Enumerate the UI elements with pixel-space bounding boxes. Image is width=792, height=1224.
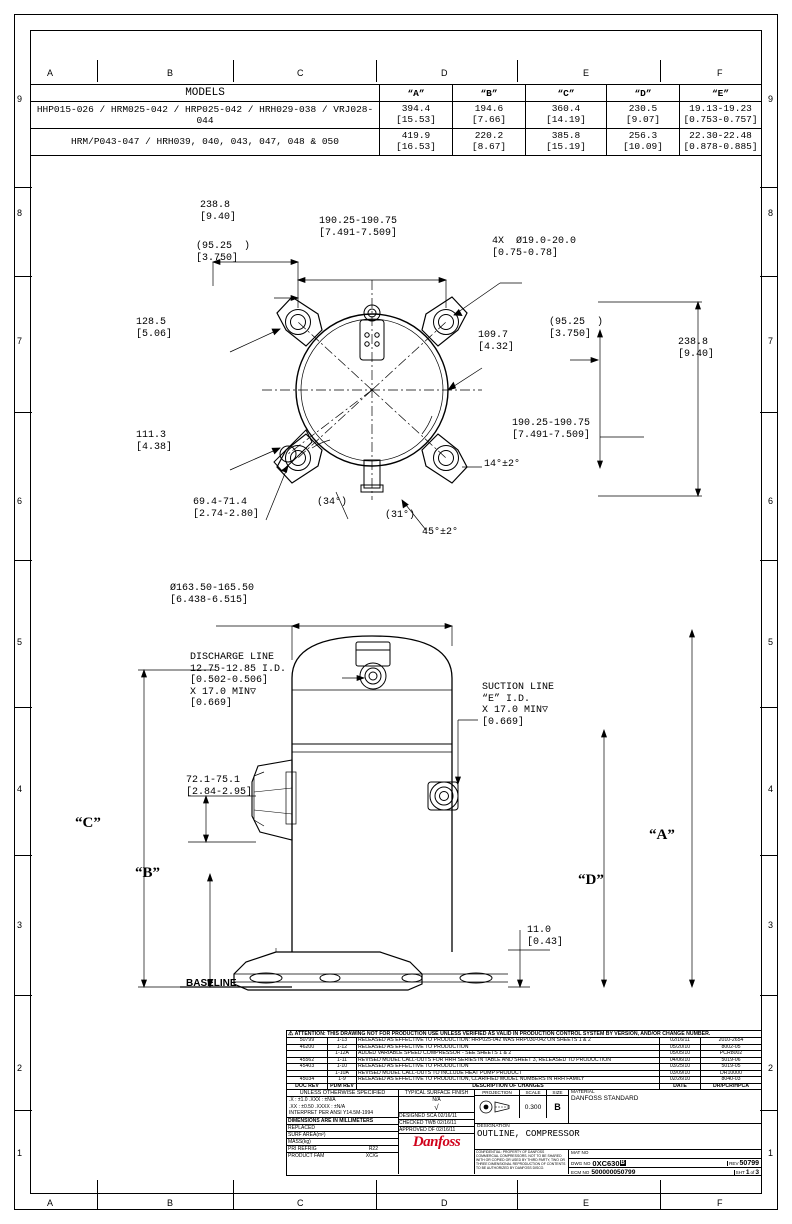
rev-pdm: 1-11 [328, 1057, 357, 1063]
rev-desc: RELEASED AS EFFECTIVE TO PRODUCTION [357, 1064, 660, 1070]
header-models: MODELS [31, 85, 380, 102]
frame-tick [760, 1110, 778, 1111]
pri-refrig-value: R22 [368, 1145, 378, 1152]
ecm-label: ECM NO [571, 1169, 590, 1175]
dwgno-label: DWG NO [571, 1160, 591, 1166]
dim-text: (31°) [385, 510, 416, 521]
zone-row-1-left: 1 [17, 1148, 23, 1158]
dim-text: 190.25-190.75 [512, 418, 591, 429]
dim-text: [0.75-0.78] [492, 247, 559, 259]
label-c: “C” [75, 815, 101, 831]
dim-text: [4.32] [478, 341, 515, 353]
dim-text: 4X Ø19.0-20.0 [492, 236, 577, 247]
rev-col-pcr: DR/PCR/HPCA [701, 1083, 762, 1089]
dim-text: [0.43] [527, 936, 564, 948]
dim-95-25-left [196, 241, 250, 264]
approved-date: 02/16/11 [436, 1127, 456, 1134]
terminal-box-top [360, 305, 384, 360]
cell-a-1-mm: 394.4 [401, 103, 431, 115]
title-block-table [286, 1030, 762, 1090]
surface-finish-label: TYPICAL SURFACE FINISH [399, 1090, 474, 1097]
checked-row [399, 1120, 474, 1127]
rev-col-date: DATE [660, 1083, 701, 1089]
top-view-compressor [213, 260, 702, 531]
product-fam-label: PRODUCT FAM [288, 1152, 325, 1159]
dim-text: 111.3 [136, 430, 167, 441]
zone-row-7-left: 7 [17, 336, 23, 346]
zone-letter-a-bottom: A [47, 1198, 54, 1208]
cell-b-1-mm: 194.6 [474, 103, 504, 115]
zone-row-2-right: 2 [768, 1063, 774, 1073]
finish-symbol-icon: √ [399, 1103, 474, 1113]
zone-letter-a-top: A [47, 68, 54, 78]
dim-95-25-right [549, 317, 603, 340]
cell-c-2-in: [15.19] [546, 140, 586, 152]
frame-tick [760, 276, 778, 277]
dim-text: (34°) [317, 497, 348, 508]
dim-text: [3.750] [196, 252, 239, 264]
dwgno-suffix: B [620, 1160, 625, 1167]
dim-text: [6.438-6.515] [170, 594, 249, 606]
checked-date: 02/16/11 [437, 1120, 457, 1127]
size-value: B [554, 1102, 561, 1113]
base-plate [234, 948, 508, 990]
dim-190-25-top [319, 216, 397, 239]
rev-date: 03/09/10 [660, 1070, 701, 1076]
dim-text: [0.669] [190, 698, 233, 709]
zone-letter-e-top: E [583, 68, 590, 78]
scale-value: 0.300 [520, 1096, 547, 1118]
zone-row-5-right: 5 [768, 637, 774, 647]
dim-text: 190.25-190.75 [319, 216, 398, 227]
rev-date: 05/20/10 [660, 1044, 701, 1050]
surf-area-row: SURF AREA(m²) [287, 1132, 398, 1139]
rev-desc: RELEASED AS EFFECTIVE TO PRODUCTION: HRP025-042 WAS HRP030-042 ON SHEETS 1 & 2 [357, 1038, 660, 1044]
cell-c-2-mm: 385.8 [551, 130, 581, 141]
rev-pcr: 8040-03 [701, 1077, 762, 1083]
dim-text: [7.491-7.509] [512, 429, 591, 441]
confidential-note: CONFIDENTIAL: PROPERTY OF DANFOSS COMMERCIAL COMPRESSORS. NOT TO BE SHARED WITH OR COPIED OR USED BY THIRD PARTY, TWO OR THREE DIMENSIONAL REPRODUCTION OF CONTENTS TO BE AUTHORIZED BY DANFOSS DISCO. [475, 1150, 569, 1174]
designed-row [399, 1113, 474, 1120]
sheet-label: SHT [735, 1169, 745, 1175]
dim-text: [7.491-7.509] [319, 227, 398, 239]
rev-pdm: 1-10 [328, 1064, 357, 1070]
dim-text: 45°±2° [422, 527, 459, 538]
zone-letter-f-bottom: F [717, 1198, 723, 1208]
rev-date: 02/26/10 [660, 1077, 701, 1083]
zone-letter-f-top: F [717, 68, 723, 78]
rev-desc: RELEASED AS EFFECTIVE TO PRODUCTION [357, 1044, 660, 1050]
dim-text: 14°±2° [484, 459, 521, 470]
cell-d-1-mm: 230.5 [628, 103, 658, 115]
zone-row-7-right: 7 [768, 336, 774, 346]
label-a: “A” [649, 827, 675, 843]
frame-tick [760, 995, 778, 996]
cell-a-1-in: [15.53] [396, 114, 436, 125]
tolerance-line: INTERPRET PER ANSI Y14.5M-1994 [289, 1110, 374, 1117]
tolerance-line: .XX : ±0.50 .XXXX : ±N/A [289, 1103, 346, 1110]
rev-pcr: DR10000 [701, 1070, 762, 1076]
designation-value: OUTLINE, COMPRESSOR [477, 1129, 580, 1140]
title-block [286, 1030, 762, 1194]
rev-desc: REVISED MODEL CALL-OUTS FOR HRH SERIES IN TABLE AND SHEET 3, RELEASED TO PRODUCTION [357, 1057, 660, 1063]
ecm-value: 500000050799 [591, 1168, 636, 1176]
designed-label: DESIGNED [399, 1113, 426, 1120]
top-view-dimension-lines [213, 260, 702, 531]
zone-row-3-left: 3 [17, 920, 23, 930]
cell-d-2-in: [10.09] [623, 140, 663, 152]
checked-who: TWB [424, 1120, 436, 1127]
size-label: SIZE [552, 1090, 563, 1096]
dim-text: 128.5 [136, 317, 167, 328]
cell-e-2-in: [0.878-0.885] [683, 140, 758, 152]
rev-pdm: 1-12A [328, 1051, 357, 1057]
dim-text: (95.25 ) [549, 317, 604, 328]
dim-text: X 17.0 MIN▽ [190, 686, 257, 698]
material-label: MATERIAL [571, 1090, 595, 1096]
zone-row-1-right: 1 [768, 1148, 774, 1158]
frame-tick [760, 412, 778, 413]
frame-tick [760, 187, 778, 188]
cell-e-1-in: [0.753-0.757] [683, 114, 758, 125]
technical-drawing [30, 30, 762, 1194]
dim-45-deg [422, 527, 458, 539]
cell-d-1-in: [9.07] [625, 114, 661, 125]
rev-pcr: 5019-06 [701, 1057, 762, 1063]
cell-models-1: HHP015-026 / HRM025-042 / HRP025-042 / HRH029-038 / VRJ028-044 [31, 102, 380, 129]
zone-row-6-right: 6 [768, 496, 774, 506]
dim-text: 238.8 [200, 200, 231, 211]
dim-128-5 [136, 317, 172, 340]
rev-value: 50799 [739, 1159, 759, 1167]
checked-label: CHECKED [399, 1120, 424, 1127]
dim-text: [4.38] [136, 441, 173, 453]
label-b: “B” [135, 865, 161, 881]
pri-refrig-label: PRI REFRIG [288, 1145, 317, 1152]
rev-doc: 50799 [287, 1038, 328, 1044]
rev-date: 04/06/10 [660, 1057, 701, 1063]
zone-row-3-right: 3 [768, 920, 774, 930]
zone-row-8-right: 8 [768, 208, 774, 218]
cell-d-2-mm: 256.3 [628, 130, 658, 141]
rev-doc: 45034 [287, 1077, 328, 1083]
rev-col-pdm: PDM REV [328, 1083, 357, 1089]
suction-line-note [482, 682, 554, 728]
matno-label: MAT NO [571, 1150, 589, 1156]
first-angle-symbol [477, 1100, 517, 1114]
proj-values [475, 1096, 568, 1118]
dim-text: 11.0 [527, 925, 552, 936]
frame-tick [760, 707, 778, 708]
approved-label: APPROVED [399, 1127, 427, 1134]
cell-b-2-mm: 220.2 [474, 130, 504, 141]
zone-letter-c-bottom: C [297, 1198, 304, 1208]
dim-34-deg [317, 497, 347, 509]
units-note: DIMENSIONS ARE IN MILLIMETERS [287, 1118, 398, 1125]
dim-31-deg [385, 510, 415, 522]
zone-row-9-left: 9 [17, 94, 23, 104]
rev-col-doc: DOC REV [287, 1083, 328, 1089]
dim-text: [2.74-2.80] [193, 508, 260, 520]
baseline-label: BASELINE [186, 978, 237, 989]
attention-text: ATTENTION: THIS DRAWING NOT FOR PRODUCTION USE UNLESS VERIFIED AS VALID IN PRODUCTION CONTROL SYSTEM BY VERSION, AND/OR CHANGE NUMBER. [294, 1031, 711, 1037]
product-fam-value: XC/G [365, 1152, 378, 1159]
material-value: DANFOSS STANDARD [571, 1095, 639, 1103]
dim-text: “E” I.D. [482, 693, 531, 705]
dim-text: 69.4-71.4 [193, 497, 248, 508]
zone-letter-d-top: D [441, 68, 448, 78]
spec-header: UNLESS OTHERWISE SPECIFIED [287, 1090, 398, 1097]
header-e: “E” [680, 85, 762, 102]
zone-row-4-right: 4 [768, 784, 774, 794]
zone-letter-c-top: C [297, 68, 304, 78]
projection-symbol-icon [475, 1096, 520, 1118]
dim-69-4 [193, 497, 259, 520]
rev-doc: 46200 [287, 1044, 328, 1050]
dim-text: [0.502-0.506] [190, 675, 269, 686]
dim-diameter-163 [170, 583, 254, 606]
rev-date: 03/25/10 [660, 1064, 701, 1070]
scale-label: SCALE [520, 1090, 547, 1095]
designation-section [475, 1124, 761, 1150]
designed-who: SCA [426, 1113, 437, 1120]
sheet-value: 1 [745, 1168, 750, 1176]
suction-fitting [428, 782, 458, 810]
cell-b-1-in: [7.66] [471, 114, 507, 125]
material-section [569, 1090, 761, 1124]
dim-238-8-top [200, 200, 236, 223]
rev-date: 05/05/10 [660, 1051, 701, 1057]
mass-row: MASS(kg) [287, 1139, 398, 1146]
zone-row-4-left: 4 [17, 784, 23, 794]
cell-a-2-in: [16.53] [396, 140, 436, 152]
dim-text: X 17.0 MIN▽ [482, 705, 549, 716]
dim-text: 12.75-12.85 I.D. [190, 663, 287, 675]
header-a: “A” [380, 85, 453, 102]
frame-tick [760, 855, 778, 856]
danfoss-logo: Danfoss [412, 1134, 461, 1151]
cell-b-2-in: [8.67] [471, 140, 507, 152]
projection-label: PROJECTION [475, 1090, 520, 1095]
rev-pdm: 1-10A [328, 1070, 357, 1076]
designed-date: 02/16/11 [437, 1113, 458, 1120]
zone-row-2-left: 2 [17, 1063, 23, 1073]
rev-label: REV [729, 1160, 739, 1166]
dim-14-deg [484, 459, 520, 471]
rev-pdm: 1-12 [328, 1044, 357, 1050]
dim-111-3 [136, 430, 172, 453]
approved-row [399, 1127, 474, 1134]
label-d: “D” [578, 872, 604, 888]
tolerance-line: .X : ±1.0 .XXX : ±N/A [289, 1097, 336, 1104]
rev-doc: 45403 [287, 1064, 328, 1070]
rev-col-desc: DESCRIPTION OF CHANGES [357, 1083, 660, 1089]
zone-letter-b-bottom: B [167, 1198, 174, 1208]
approved-who: DF [428, 1127, 435, 1134]
cell-c-1-mm: 360.4 [551, 103, 581, 115]
sheet-of: of [750, 1169, 755, 1175]
rev-pdm: 1-13 [328, 1038, 357, 1044]
dim-text: Ø163.50-165.50 [170, 583, 255, 594]
dim-11-0 [527, 925, 563, 948]
discharge-fitting [356, 642, 390, 689]
dwgno-value: 0XC630 [592, 1158, 620, 1168]
cell-c-1-in: [14.19] [546, 114, 586, 125]
header-d: “D” [607, 85, 680, 102]
zone-row-5-left: 5 [17, 637, 23, 647]
rev-pcr: 2010-2654 [701, 1038, 762, 1044]
zone-letter-e-bottom: E [583, 1198, 590, 1208]
rev-header-row [287, 1083, 762, 1089]
rev-pdm: 1-9 [328, 1077, 357, 1083]
discharge-line-note [190, 652, 286, 710]
dim-238-8-right [678, 337, 714, 360]
tolerance-section [287, 1090, 399, 1174]
product-fam-row [287, 1153, 398, 1159]
frame-tick [760, 560, 778, 561]
dwgno-row [569, 1159, 761, 1168]
rev-pcr: 5019-05 [701, 1064, 762, 1070]
suction-title: SUCTION LINE [482, 682, 555, 693]
tolerance-list [287, 1097, 398, 1118]
dim-text: 238.8 [678, 337, 709, 348]
cell-models-2: HRM/P043-047 / HRH039, 040, 043, 047, 048 & 050 [31, 129, 380, 156]
dim-text: [9.40] [200, 211, 237, 223]
cell-a-2-mm: 419.9 [401, 130, 431, 141]
signature-section [399, 1090, 475, 1174]
dim-text: [2.84-2.95] [186, 786, 253, 798]
sheet-total: 3 [755, 1168, 759, 1176]
zone-row-9-right: 9 [768, 94, 774, 104]
dim-text: 109.7 [478, 330, 509, 341]
dim-text: [5.06] [136, 328, 173, 340]
header-c: “C” [526, 85, 607, 102]
warning-icon: ⚠ [288, 1031, 294, 1037]
zone-row-8-left: 8 [17, 208, 23, 218]
zone-letter-d-bottom: D [441, 1198, 448, 1208]
rev-doc: 45562 [287, 1057, 328, 1063]
cell-e-1-mm: 19.13-19.23 [689, 103, 752, 115]
dim-109-7 [478, 330, 514, 353]
dim-text: [9.40] [678, 348, 715, 360]
discharge-title: DISCHARGE LINE [190, 652, 275, 663]
rev-desc: REVISED MODEL CALL-OUTS TO INCLUDE HEAT PUMP PRODUCT [357, 1070, 660, 1076]
surface-finish-value: N/A [432, 1097, 441, 1104]
dim-text: (95.25 ) [196, 241, 251, 252]
dim-text: [3.750] [549, 328, 592, 340]
rev-date: 02/16/11 [660, 1038, 701, 1044]
zone-row-6-left: 6 [17, 496, 23, 506]
dim-text: [0.669] [482, 716, 525, 728]
ecm-row [569, 1168, 761, 1176]
dim-190-25-right [512, 418, 590, 441]
title-block-lower [286, 1090, 762, 1176]
cell-e-2-mm: 22.30-22.48 [689, 130, 752, 141]
rev-pcr: PCR8002 [701, 1051, 762, 1057]
pri-refrig-row [287, 1146, 398, 1153]
rev-desc: RELEASED AS EFFECTIVE TO PRODUCTION, CLARIFIED MODEL NUMBERS IN HRH FAMILY [357, 1077, 660, 1083]
projection-section [475, 1090, 569, 1124]
dim-72-1 [186, 775, 252, 798]
replaced-row: REPLACED [287, 1125, 398, 1132]
rev-desc: ADDED VARIABLE SPEED COMPRESSOR - SEE SHEETS 1 & 2 [357, 1051, 660, 1057]
dim-4x-hole [492, 236, 576, 259]
zone-letter-b-top: B [167, 68, 174, 78]
header-b: “B” [453, 85, 526, 102]
dwg-number-section [569, 1150, 761, 1174]
designation-label: DESIGNATION [477, 1124, 510, 1130]
terminal-box-front [252, 760, 296, 840]
rev-pcr: 8002-05 [701, 1044, 762, 1050]
dim-text: 72.1-75.1 [186, 775, 241, 786]
